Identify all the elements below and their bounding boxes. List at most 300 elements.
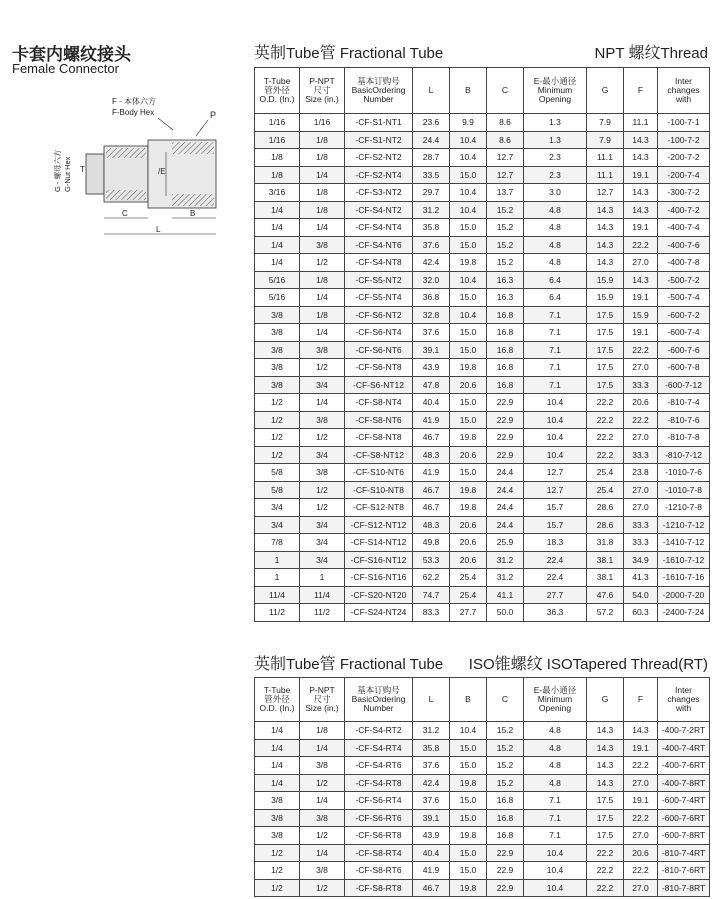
cell-interchanges: -600-7-2 xyxy=(658,306,710,324)
cell-npt-size: 1/8 xyxy=(300,271,345,289)
table-row xyxy=(255,569,710,587)
col-g: G xyxy=(587,678,624,722)
col-tube: T-Tube 管外径 O.D. (In.) xyxy=(255,68,300,114)
cell-npt-size: 1/4 xyxy=(300,792,345,810)
col-f: F xyxy=(624,678,658,722)
cell-tube-od: 5/16 xyxy=(255,271,300,289)
cell-dim-c: 16.8 xyxy=(487,341,524,359)
cell-tube-od: 1/4 xyxy=(255,774,300,792)
cell-tube-od: 11/2 xyxy=(255,604,300,622)
cell-dim-f: 19.1 xyxy=(624,166,658,184)
section2-right-title xyxy=(469,651,708,674)
cell-min-opening: 7.1 xyxy=(524,359,587,377)
cell-dim-l: 37.6 xyxy=(413,792,450,810)
cell-dim-b: 15.0 xyxy=(450,289,487,307)
cell-dim-b: 15.0 xyxy=(450,166,487,184)
label-g-cn: G - 螺母六方 xyxy=(53,149,62,192)
cell-order-number: -CF-S4-NT6 xyxy=(345,236,413,254)
cell-min-opening: 7.1 xyxy=(524,324,587,342)
s1-right-cn: 螺纹 xyxy=(628,45,661,62)
cell-min-opening: 7.1 xyxy=(524,809,587,827)
cell-dim-c: 16.8 xyxy=(487,324,524,342)
cell-tube-od: 1/2 xyxy=(255,394,300,412)
cell-tube-od: 3/8 xyxy=(255,324,300,342)
cell-interchanges: -400-7-4RT xyxy=(658,739,710,757)
cell-order-number: -CF-S6-RT6 xyxy=(345,809,413,827)
cell-dim-f: 22.2 xyxy=(624,411,658,429)
cell-dim-b: 20.6 xyxy=(450,551,487,569)
cell-interchanges: -200-7-4 xyxy=(658,166,710,184)
cell-dim-c: 31.2 xyxy=(487,551,524,569)
cell-npt-size: 1/8 xyxy=(300,149,345,167)
cell-dim-c: 22.9 xyxy=(487,394,524,412)
cell-dim-g: 14.3 xyxy=(587,774,624,792)
cell-tube-od: 1/4 xyxy=(255,201,300,219)
table-row xyxy=(255,499,710,517)
cell-dim-g: 38.1 xyxy=(587,569,624,587)
cell-tube-od: 1 xyxy=(255,569,300,587)
cell-min-opening: 10.4 xyxy=(524,844,587,862)
col-inter: Inter changes with xyxy=(658,678,710,722)
cell-dim-l: 42.4 xyxy=(413,774,450,792)
cell-npt-size: 1/2 xyxy=(300,499,345,517)
cell-dim-l: 35.8 xyxy=(413,739,450,757)
cell-interchanges: -810-7-6RT xyxy=(658,862,710,880)
cell-dim-b: 9.9 xyxy=(450,114,487,132)
col-b: B xyxy=(450,68,487,114)
label-f-cn: F - 本体六方 xyxy=(112,97,156,106)
cell-dim-f: 20.6 xyxy=(624,844,658,862)
cell-order-number: -CF-S12-NT8 xyxy=(345,499,413,517)
cell-npt-size: 1/8 xyxy=(300,131,345,149)
cell-order-number: -CF-S8-RT8 xyxy=(345,879,413,897)
cell-tube-od: 3/8 xyxy=(255,376,300,394)
table-row xyxy=(255,254,710,272)
cell-dim-c: 8.6 xyxy=(487,114,524,132)
table-row xyxy=(255,376,710,394)
table-row xyxy=(255,289,710,307)
table-row xyxy=(255,114,710,132)
cell-dim-b: 15.0 xyxy=(450,324,487,342)
cell-tube-od: 1/4 xyxy=(255,722,300,740)
cell-dim-l: 43.9 xyxy=(413,827,450,845)
table-row xyxy=(255,341,710,359)
cell-dim-g: 17.5 xyxy=(587,359,624,377)
product-title-en: Female Connector xyxy=(12,61,119,76)
nut-hatch-bottom xyxy=(106,190,146,200)
cell-dim-f: 20.6 xyxy=(624,394,658,412)
cell-min-opening: 2.3 xyxy=(524,166,587,184)
cell-dim-f: 27.0 xyxy=(624,774,658,792)
cell-dim-b: 20.6 xyxy=(450,376,487,394)
cell-tube-od: 1/2 xyxy=(255,429,300,447)
cell-dim-b: 15.0 xyxy=(450,739,487,757)
cell-dim-l: 31.2 xyxy=(413,201,450,219)
table-row xyxy=(255,879,710,897)
col-c: C xyxy=(487,678,524,722)
table-row xyxy=(255,394,710,412)
cell-min-opening: 7.1 xyxy=(524,341,587,359)
cell-dim-f: 14.3 xyxy=(624,201,658,219)
table-header-row xyxy=(255,678,710,722)
cell-npt-size: 1/16 xyxy=(300,114,345,132)
cell-dim-g: 14.3 xyxy=(587,201,624,219)
cell-dim-f: 41.3 xyxy=(624,569,658,587)
cell-dim-g: 17.5 xyxy=(587,809,624,827)
table-row xyxy=(255,359,710,377)
cell-min-opening: 7.1 xyxy=(524,827,587,845)
table-row xyxy=(255,149,710,167)
cell-dim-f: 27.0 xyxy=(624,827,658,845)
cell-npt-size: 1/8 xyxy=(300,306,345,324)
cell-dim-l: 36.8 xyxy=(413,289,450,307)
cell-order-number: -CF-S6-NT2 xyxy=(345,306,413,324)
cell-min-opening: 4.8 xyxy=(524,774,587,792)
cell-tube-od: 5/8 xyxy=(255,464,300,482)
cell-dim-f: 27.0 xyxy=(624,429,658,447)
cell-dim-c: 22.9 xyxy=(487,844,524,862)
cell-dim-f: 14.3 xyxy=(624,271,658,289)
cell-dim-f: 33.3 xyxy=(624,516,658,534)
cell-tube-od: 1/2 xyxy=(255,411,300,429)
cell-dim-l: 74.7 xyxy=(413,586,450,604)
cell-dim-l: 37.6 xyxy=(413,236,450,254)
cell-dim-l: 41.9 xyxy=(413,411,450,429)
cell-dim-f: 15.9 xyxy=(624,306,658,324)
cell-dim-l: 62.2 xyxy=(413,569,450,587)
cell-tube-od: 5/16 xyxy=(255,289,300,307)
cell-npt-size: 1/4 xyxy=(300,844,345,862)
cell-dim-f: 19.1 xyxy=(624,739,658,757)
cell-dim-b: 15.0 xyxy=(450,809,487,827)
cell-tube-od: 3/8 xyxy=(255,827,300,845)
cell-tube-od: 1/2 xyxy=(255,879,300,897)
cell-dim-f: 22.2 xyxy=(624,809,658,827)
cell-order-number: -CF-S6-RT8 xyxy=(345,827,413,845)
cell-dim-c: 16.3 xyxy=(487,271,524,289)
cell-tube-od: 5/8 xyxy=(255,481,300,499)
cell-dim-f: 33.3 xyxy=(624,534,658,552)
cell-dim-f: 22.2 xyxy=(624,862,658,880)
cell-dim-g: 22.2 xyxy=(587,429,624,447)
cell-order-number: -CF-S4-RT4 xyxy=(345,739,413,757)
cell-tube-od: 3/8 xyxy=(255,306,300,324)
cell-order-number: -CF-S6-NT6 xyxy=(345,341,413,359)
cell-dim-l: 31.2 xyxy=(413,722,450,740)
cell-dim-l: 37.6 xyxy=(413,757,450,775)
s1-left-cn: 英制 xyxy=(254,45,287,62)
cell-min-opening: 10.4 xyxy=(524,446,587,464)
cell-min-opening: 4.8 xyxy=(524,254,587,272)
cell-tube-od: 1/2 xyxy=(255,862,300,880)
label-e: /E xyxy=(158,167,166,176)
cell-min-opening: 22.4 xyxy=(524,569,587,587)
cell-npt-size: 3/4 xyxy=(300,534,345,552)
cell-dim-g: 7.9 xyxy=(587,114,624,132)
cell-tube-od: 1/2 xyxy=(255,844,300,862)
col-e: E-最小通径 Minimum Opening xyxy=(524,68,587,114)
cell-dim-c: 15.2 xyxy=(487,254,524,272)
cell-dim-c: 31.2 xyxy=(487,569,524,587)
cell-interchanges: -1010-7-8 xyxy=(658,481,710,499)
cell-dim-g: 22.2 xyxy=(587,411,624,429)
cell-order-number: -CF-S16-NT12 xyxy=(345,551,413,569)
cell-npt-size: 3/8 xyxy=(300,236,345,254)
cell-tube-od: 3/8 xyxy=(255,809,300,827)
table-row xyxy=(255,306,710,324)
cell-npt-size: 3/4 xyxy=(300,516,345,534)
cell-npt-size: 3/8 xyxy=(300,809,345,827)
cell-dim-c: 15.2 xyxy=(487,739,524,757)
table-row xyxy=(255,464,710,482)
cell-order-number: -CF-S4-NT8 xyxy=(345,254,413,272)
cell-dim-g: 47.6 xyxy=(587,586,624,604)
cell-dim-b: 19.8 xyxy=(450,481,487,499)
cell-interchanges: -100-7-1 xyxy=(658,114,710,132)
cell-dim-g: 17.5 xyxy=(587,306,624,324)
col-npt: P-NPT 尺寸 Size (in.) xyxy=(300,678,345,722)
cell-order-number: -CF-S6-NT4 xyxy=(345,324,413,342)
cell-dim-b: 15.0 xyxy=(450,792,487,810)
cell-npt-size: 1/2 xyxy=(300,359,345,377)
cell-dim-c: 15.2 xyxy=(487,722,524,740)
cell-dim-b: 15.0 xyxy=(450,394,487,412)
cell-min-opening: 15.7 xyxy=(524,516,587,534)
cell-interchanges: -600-7-4RT xyxy=(658,792,710,810)
table-row xyxy=(255,166,710,184)
cell-interchanges: -1610-7-16 xyxy=(658,569,710,587)
cell-dim-b: 15.0 xyxy=(450,844,487,862)
label-l: L xyxy=(156,225,161,234)
table-row xyxy=(255,534,710,552)
cell-dim-l: 24.4 xyxy=(413,131,450,149)
label-g-en: G-Nut Hex xyxy=(63,156,72,192)
cell-min-opening: 18.3 xyxy=(524,534,587,552)
s1-left-en: Fractional Tube xyxy=(335,45,444,62)
cell-dim-l: 46.7 xyxy=(413,429,450,447)
table-row xyxy=(255,774,710,792)
col-tube: T-Tube 管外径 O.D. (In.) xyxy=(255,678,300,722)
cell-dim-c: 13.7 xyxy=(487,184,524,202)
cell-dim-l: 47.8 xyxy=(413,376,450,394)
table-row xyxy=(255,739,710,757)
cell-interchanges: -2000-7-20 xyxy=(658,586,710,604)
cell-dim-f: 19.1 xyxy=(624,792,658,810)
cell-npt-size: 1/2 xyxy=(300,481,345,499)
cell-dim-g: 17.5 xyxy=(587,792,624,810)
cell-dim-g: 31.8 xyxy=(587,534,624,552)
cell-dim-c: 12.7 xyxy=(487,166,524,184)
cell-npt-size: 1/2 xyxy=(300,879,345,897)
cell-dim-g: 22.2 xyxy=(587,844,624,862)
cell-npt-size: 3/8 xyxy=(300,341,345,359)
cell-order-number: -CF-S3-NT2 xyxy=(345,184,413,202)
cell-dim-l: 23.6 xyxy=(413,114,450,132)
label-f-en: F-Body Hex xyxy=(112,108,155,117)
cell-dim-f: 33.3 xyxy=(624,446,658,464)
connector-diagram xyxy=(48,92,248,252)
cell-dim-l: 41.9 xyxy=(413,464,450,482)
cell-interchanges: -400-7-2RT xyxy=(658,722,710,740)
cell-order-number: -CF-S14-NT12 xyxy=(345,534,413,552)
cell-dim-l: 46.7 xyxy=(413,481,450,499)
table-row xyxy=(255,586,710,604)
table-row xyxy=(255,722,710,740)
cell-dim-f: 27.0 xyxy=(624,879,658,897)
cell-order-number: -CF-S8-RT6 xyxy=(345,862,413,880)
cell-dim-g: 25.4 xyxy=(587,481,624,499)
table-row xyxy=(255,604,710,622)
cell-dim-l: 39.1 xyxy=(413,809,450,827)
cell-order-number: -CF-S2-NT2 xyxy=(345,149,413,167)
cell-interchanges: -810-7-4RT xyxy=(658,844,710,862)
cell-order-number: -CF-S4-RT6 xyxy=(345,757,413,775)
cell-npt-size: 1/8 xyxy=(300,722,345,740)
table-row xyxy=(255,792,710,810)
cell-dim-b: 15.0 xyxy=(450,757,487,775)
cell-dim-l: 33.5 xyxy=(413,166,450,184)
cell-npt-size: 1/4 xyxy=(300,166,345,184)
table-header-row xyxy=(255,68,710,114)
table-row xyxy=(255,757,710,775)
cell-dim-g: 28.6 xyxy=(587,499,624,517)
npt-thread-table xyxy=(254,67,710,622)
cell-dim-f: 27.0 xyxy=(624,499,658,517)
table-row xyxy=(255,411,710,429)
cell-interchanges: -600-7-12 xyxy=(658,376,710,394)
section1-left-title xyxy=(254,40,443,63)
leader-p xyxy=(196,120,208,136)
cell-min-opening: 4.8 xyxy=(524,201,587,219)
cell-npt-size: 3/8 xyxy=(300,411,345,429)
col-l: L xyxy=(413,678,450,722)
table-row xyxy=(255,184,710,202)
cell-dim-b: 10.4 xyxy=(450,184,487,202)
cell-interchanges: -2400-7-24 xyxy=(658,604,710,622)
cell-dim-c: 22.9 xyxy=(487,429,524,447)
cell-dim-f: 60.3 xyxy=(624,604,658,622)
cell-interchanges: -810-7-8RT xyxy=(658,879,710,897)
cell-interchanges: -810-7-8 xyxy=(658,429,710,447)
label-c: C xyxy=(122,209,128,218)
cell-dim-c: 15.2 xyxy=(487,774,524,792)
cell-dim-g: 17.5 xyxy=(587,341,624,359)
s1-left-tube: Tube xyxy=(286,45,320,62)
cell-dim-l: 32.0 xyxy=(413,271,450,289)
cell-dim-b: 25.4 xyxy=(450,569,487,587)
cell-dim-g: 14.3 xyxy=(587,722,624,740)
cell-min-opening: 12.7 xyxy=(524,481,587,499)
table-row xyxy=(255,324,710,342)
cell-dim-b: 15.0 xyxy=(450,236,487,254)
cell-npt-size: 3/4 xyxy=(300,376,345,394)
cell-npt-size: 1/8 xyxy=(300,184,345,202)
cell-min-opening: 2.3 xyxy=(524,149,587,167)
col-npt: P-NPT 尺寸 Size (in.) xyxy=(300,68,345,114)
cell-dim-g: 22.2 xyxy=(587,862,624,880)
cell-dim-b: 19.8 xyxy=(450,359,487,377)
cell-dim-c: 16.8 xyxy=(487,359,524,377)
cell-dim-b: 10.4 xyxy=(450,149,487,167)
cell-dim-f: 11.1 xyxy=(624,114,658,132)
cell-dim-b: 19.8 xyxy=(450,429,487,447)
cell-dim-l: 29.7 xyxy=(413,184,450,202)
cell-dim-l: 28.7 xyxy=(413,149,450,167)
cell-dim-g: 22.2 xyxy=(587,446,624,464)
cell-dim-b: 10.4 xyxy=(450,306,487,324)
cell-dim-f: 33.3 xyxy=(624,376,658,394)
cell-min-opening: 10.4 xyxy=(524,411,587,429)
cell-min-opening: 1.3 xyxy=(524,131,587,149)
cell-interchanges: -600-7-8 xyxy=(658,359,710,377)
table-row xyxy=(255,429,710,447)
cell-dim-c: 22.9 xyxy=(487,411,524,429)
cell-tube-od: 1/8 xyxy=(255,166,300,184)
s1-left-cn2: 管 xyxy=(319,45,336,62)
cell-dim-l: 35.8 xyxy=(413,219,450,237)
cell-interchanges: -1610-7-12 xyxy=(658,551,710,569)
cell-dim-c: 22.9 xyxy=(487,879,524,897)
cell-tube-od: 3/16 xyxy=(255,184,300,202)
cell-interchanges: -500-7-2 xyxy=(658,271,710,289)
section2-left-title xyxy=(254,651,443,674)
cell-dim-c: 50.0 xyxy=(487,604,524,622)
cell-dim-g: 11.1 xyxy=(587,166,624,184)
cell-min-opening: 10.4 xyxy=(524,862,587,880)
leader-f xyxy=(158,118,173,130)
cell-interchanges: -400-7-6 xyxy=(658,236,710,254)
cell-npt-size: 3/8 xyxy=(300,757,345,775)
cell-dim-l: 41.9 xyxy=(413,862,450,880)
cell-dim-f: 19.1 xyxy=(624,219,658,237)
cell-dim-b: 27.7 xyxy=(450,604,487,622)
cell-order-number: -CF-S20-NT20 xyxy=(345,586,413,604)
table-row xyxy=(255,809,710,827)
table-row xyxy=(255,844,710,862)
cell-dim-c: 24.4 xyxy=(487,481,524,499)
s2-left-en: Fractional Tube xyxy=(335,656,444,673)
cell-dim-b: 15.0 xyxy=(450,862,487,880)
cell-interchanges: -200-7-2 xyxy=(658,149,710,167)
cell-order-number: -CF-S6-NT8 xyxy=(345,359,413,377)
cell-interchanges: -400-7-6RT xyxy=(658,757,710,775)
cell-dim-c: 15.2 xyxy=(487,757,524,775)
cell-dim-l: 40.4 xyxy=(413,844,450,862)
cell-interchanges: -1010-7-6 xyxy=(658,464,710,482)
cell-order-number: -CF-S8-NT6 xyxy=(345,411,413,429)
cell-dim-g: 25.4 xyxy=(587,464,624,482)
cell-min-opening: 10.4 xyxy=(524,879,587,897)
cell-npt-size: 1/2 xyxy=(300,827,345,845)
cell-interchanges: -600-7-8RT xyxy=(658,827,710,845)
cell-dim-b: 10.4 xyxy=(450,131,487,149)
cell-min-opening: 7.1 xyxy=(524,792,587,810)
s2-right-en: ISOTapered Thread(RT) xyxy=(542,656,708,673)
cell-min-opening: 10.4 xyxy=(524,429,587,447)
iso-thread-table xyxy=(254,677,710,897)
cell-interchanges: -400-7-8RT xyxy=(658,774,710,792)
cell-dim-l: 39.1 xyxy=(413,341,450,359)
cell-npt-size: 1/8 xyxy=(300,201,345,219)
cell-dim-c: 15.2 xyxy=(487,236,524,254)
cell-dim-c: 12.7 xyxy=(487,149,524,167)
cell-order-number: -CF-S8-NT8 xyxy=(345,429,413,447)
cell-order-number: -CF-S4-NT4 xyxy=(345,219,413,237)
cell-order-number: -CF-S4-RT8 xyxy=(345,774,413,792)
col-c: C xyxy=(487,68,524,114)
cell-dim-g: 15.9 xyxy=(587,289,624,307)
table-row xyxy=(255,271,710,289)
